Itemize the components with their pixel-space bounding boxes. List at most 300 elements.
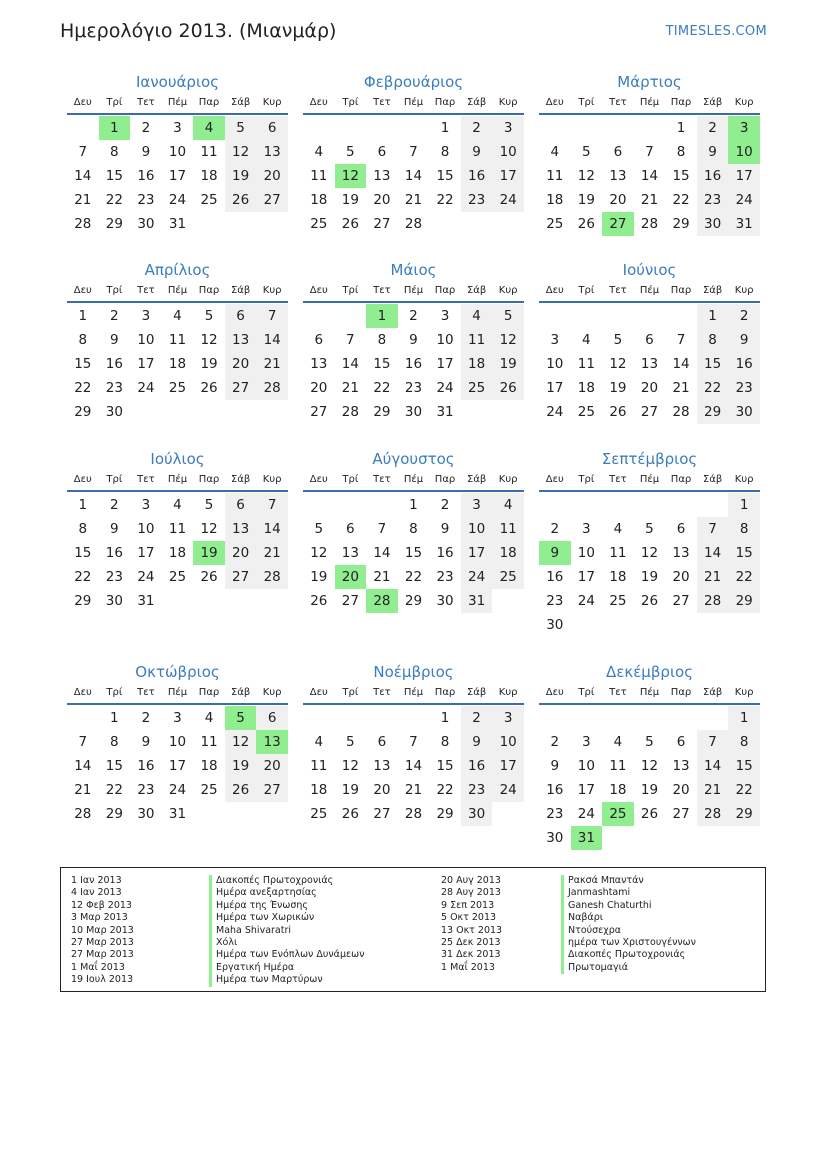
day-cell[interactable]: 21 [256,352,288,376]
day-cell[interactable]: 19 [577,192,595,208]
day-cell[interactable]: 8 [377,332,387,348]
day-cell[interactable]: 27 [602,212,634,236]
day-cell[interactable]: 12 [225,730,257,754]
day-cell[interactable]: 13 [672,545,690,561]
day-cell[interactable]: 12 [310,545,328,561]
day-cell[interactable]: 4 [461,304,493,328]
day-cell[interactable]: 18 [200,758,218,774]
day-cell[interactable]: 25 [200,782,218,798]
day-cell[interactable]: 20 [672,782,690,798]
day-cell[interactable]: 27 [225,376,257,400]
day-cell[interactable]: 15 [105,168,123,184]
day-cell[interactable]: 9 [728,328,760,352]
day-cell[interactable]: 19 [200,356,218,372]
day-cell[interactable]: 23 [436,569,454,585]
day-cell[interactable]: 14 [256,328,288,352]
day-cell[interactable]: 10 [577,545,595,561]
day-cell[interactable]: 11 [200,144,218,160]
day-cell[interactable]: 16 [137,758,155,774]
day-cell[interactable]: 11 [310,758,328,774]
day-cell[interactable]: 29 [404,593,423,609]
day-cell[interactable]: 8 [676,144,686,160]
day-cell[interactable]: 11 [577,356,595,372]
day-cell[interactable]: 26 [341,806,359,822]
day-cell[interactable]: 4 [314,144,324,160]
day-cell[interactable]: 26 [492,376,524,400]
day-cell[interactable]: 4 [204,710,214,726]
day-cell[interactable]: 20 [225,541,257,565]
day-cell[interactable]: 14 [672,356,690,372]
day-cell[interactable]: 4 [613,734,623,750]
day-cell[interactable]: 28 [256,565,288,589]
day-cell[interactable]: 22 [672,192,690,208]
day-cell[interactable]: 9 [461,730,493,754]
day-cell[interactable]: 15 [74,545,92,561]
day-cell[interactable]: 2 [728,304,760,328]
day-cell[interactable]: 23 [404,380,423,396]
day-cell[interactable]: 20 [609,192,627,208]
day-cell[interactable]: 22 [74,569,92,585]
day-cell[interactable]: 8 [110,144,119,160]
day-cell[interactable]: 19 [225,164,257,188]
day-cell[interactable]: 8 [728,730,760,754]
day-cell[interactable]: 16 [105,356,123,372]
day-cell[interactable]: 31 [571,826,603,850]
day-cell[interactable]: 18 [492,541,524,565]
day-cell[interactable]: 16 [546,782,564,798]
day-cell[interactable]: 17 [492,164,524,188]
day-cell[interactable]: 18 [609,782,627,798]
day-cell[interactable]: 13 [341,545,359,561]
day-cell[interactable]: 3 [173,120,182,136]
day-cell[interactable]: 28 [404,806,423,822]
day-cell[interactable]: 24 [137,569,155,585]
day-cell[interactable]: 7 [697,730,729,754]
day-cell[interactable]: 1 [440,120,450,136]
day-cell[interactable]: 26 [640,593,659,609]
day-cell[interactable]: 12 [225,140,257,164]
day-cell[interactable]: 5 [645,521,654,537]
day-cell[interactable]: 8 [728,517,760,541]
day-cell[interactable]: 10 [137,521,155,537]
day-cell[interactable]: 20 [335,565,367,589]
day-cell[interactable]: 20 [373,782,391,798]
day-cell[interactable]: 2 [550,521,560,537]
day-cell[interactable]: 11 [492,517,524,541]
day-cell[interactable]: 11 [609,545,627,561]
day-cell[interactable]: 10 [577,758,595,774]
day-cell[interactable]: 25 [577,404,595,420]
day-cell[interactable]: 2 [440,497,450,513]
day-cell[interactable]: 19 [341,782,359,798]
day-cell[interactable]: 14 [404,758,423,774]
day-cell[interactable]: 5 [225,706,257,730]
day-cell[interactable]: 7 [676,332,686,348]
day-cell[interactable]: 24 [546,404,564,420]
day-cell[interactable]: 14 [373,545,391,561]
day-cell[interactable]: 2 [110,308,119,324]
day-cell[interactable]: 13 [225,328,257,352]
day-cell[interactable]: 29 [697,400,729,424]
day-cell[interactable]: 25 [492,565,524,589]
day-cell[interactable]: 28 [404,216,423,232]
day-cell[interactable]: 23 [546,806,564,822]
day-cell[interactable]: 23 [137,782,155,798]
day-cell[interactable]: 31 [461,589,493,613]
day-cell[interactable]: 20 [672,569,690,585]
day-cell[interactable]: 31 [436,404,454,420]
day-cell[interactable]: 22 [728,565,760,589]
day-cell[interactable]: 13 [672,758,690,774]
day-cell[interactable]: 14 [640,168,659,184]
day-cell[interactable]: 23 [728,376,760,400]
day-cell[interactable]: 12 [640,758,659,774]
day-cell[interactable]: 20 [225,352,257,376]
day-cell[interactable]: 29 [74,593,92,609]
day-cell[interactable]: 1 [409,497,418,513]
day-cell[interactable]: 21 [640,192,659,208]
day-cell[interactable]: 1 [110,710,119,726]
day-cell[interactable]: 24 [728,188,760,212]
day-cell[interactable]: 17 [577,782,595,798]
day-cell[interactable]: 11 [310,168,328,184]
day-cell[interactable]: 22 [373,380,391,396]
day-cell[interactable]: 25 [461,376,493,400]
day-cell[interactable]: 27 [256,778,288,802]
day-cell[interactable]: 20 [640,380,659,396]
day-cell[interactable]: 9 [141,144,151,160]
day-cell[interactable]: 29 [728,802,760,826]
day-cell[interactable]: 28 [366,589,398,613]
day-cell[interactable]: 17 [546,380,564,396]
day-cell[interactable]: 28 [697,802,729,826]
day-cell[interactable]: 10 [546,356,564,372]
day-cell[interactable]: 1 [728,493,760,517]
day-cell[interactable]: 3 [461,493,493,517]
day-cell[interactable]: 30 [546,830,564,846]
day-cell[interactable]: 13 [225,517,257,541]
day-cell[interactable]: 29 [436,806,454,822]
day-cell[interactable]: 1 [728,706,760,730]
day-cell[interactable]: 21 [256,541,288,565]
day-cell[interactable]: 19 [640,569,659,585]
day-cell[interactable]: 21 [672,380,690,396]
day-cell[interactable]: 26 [640,806,659,822]
day-cell[interactable]: 25 [168,569,187,585]
day-cell[interactable]: 19 [193,541,225,565]
day-cell[interactable]: 15 [728,754,760,778]
day-cell[interactable]: 4 [314,734,324,750]
day-cell[interactable]: 30 [105,593,123,609]
day-cell[interactable]: 3 [141,308,151,324]
day-cell[interactable]: 4 [492,493,524,517]
day-cell[interactable]: 30 [137,806,155,822]
day-cell[interactable]: 5 [492,304,524,328]
day-cell[interactable]: 10 [436,332,454,348]
day-cell[interactable]: 7 [409,144,418,160]
day-cell[interactable]: 10 [137,332,155,348]
day-cell[interactable]: 7 [377,521,387,537]
day-cell[interactable]: 14 [404,168,423,184]
day-cell[interactable]: 22 [404,569,423,585]
day-cell[interactable]: 7 [256,304,288,328]
day-cell[interactable]: 23 [461,188,493,212]
day-cell[interactable]: 6 [613,144,623,160]
day-cell[interactable]: 8 [110,734,119,750]
day-cell[interactable]: 15 [74,356,92,372]
day-cell[interactable]: 19 [609,380,627,396]
day-cell[interactable]: 12 [335,164,367,188]
day-cell[interactable]: 27 [225,565,257,589]
day-cell[interactable]: 16 [697,164,729,188]
day-cell[interactable]: 10 [461,517,493,541]
day-cell[interactable]: 7 [697,517,729,541]
day-cell[interactable]: 14 [74,168,92,184]
day-cell[interactable]: 14 [74,758,92,774]
day-cell[interactable]: 6 [346,521,355,537]
day-cell[interactable]: 21 [697,778,729,802]
day-cell[interactable]: 9 [539,541,571,565]
day-cell[interactable]: 6 [225,304,257,328]
day-cell[interactable]: 26 [310,593,328,609]
day-cell[interactable]: 27 [672,593,690,609]
day-cell[interactable]: 13 [373,168,391,184]
day-cell[interactable]: 9 [141,734,151,750]
day-cell[interactable]: 17 [168,758,187,774]
day-cell[interactable]: 19 [310,569,328,585]
day-cell[interactable]: 3 [440,308,450,324]
day-cell[interactable]: 5 [346,144,355,160]
day-cell[interactable]: 4 [193,116,225,140]
day-cell[interactable]: 9 [697,140,729,164]
day-cell[interactable]: 30 [105,404,123,420]
day-cell[interactable]: 22 [697,376,729,400]
day-cell[interactable]: 21 [697,565,729,589]
day-cell[interactable]: 18 [577,380,595,396]
day-cell[interactable]: 9 [461,140,493,164]
day-cell[interactable]: 30 [137,216,155,232]
day-cell[interactable]: 28 [341,404,359,420]
day-cell[interactable]: 6 [225,493,257,517]
day-cell[interactable]: 13 [640,356,659,372]
day-cell[interactable]: 2 [697,116,729,140]
day-cell[interactable]: 25 [602,802,634,826]
day-cell[interactable]: 29 [373,404,391,420]
day-cell[interactable]: 18 [461,352,493,376]
day-cell[interactable]: 24 [461,565,493,589]
day-cell[interactable]: 11 [168,521,187,537]
day-cell[interactable]: 29 [105,216,123,232]
day-cell[interactable]: 24 [137,380,155,396]
day-cell[interactable]: 28 [74,216,92,232]
day-cell[interactable]: 3 [141,497,151,513]
day-cell[interactable]: 17 [492,754,524,778]
day-cell[interactable]: 5 [204,308,214,324]
day-cell[interactable]: 20 [256,754,288,778]
day-cell[interactable]: 20 [373,192,391,208]
day-cell[interactable]: 19 [640,782,659,798]
day-cell[interactable]: 26 [200,380,218,396]
day-cell[interactable]: 17 [436,356,454,372]
day-cell[interactable]: 3 [582,734,591,750]
day-cell[interactable]: 31 [728,212,760,236]
day-cell[interactable]: 3 [728,116,760,140]
day-cell[interactable]: 12 [200,521,218,537]
day-cell[interactable]: 14 [697,541,729,565]
day-cell[interactable]: 26 [609,404,627,420]
day-cell[interactable]: 16 [546,569,564,585]
day-cell[interactable]: 7 [78,144,88,160]
day-cell[interactable]: 16 [728,352,760,376]
day-cell[interactable]: 17 [577,569,595,585]
day-cell[interactable]: 31 [137,593,155,609]
day-cell[interactable]: 19 [341,192,359,208]
day-cell[interactable]: 19 [225,754,257,778]
day-cell[interactable]: 28 [697,589,729,613]
day-cell[interactable]: 13 [310,356,328,372]
day-cell[interactable]: 24 [168,192,187,208]
day-cell[interactable]: 2 [550,734,560,750]
day-cell[interactable]: 11 [546,168,564,184]
day-cell[interactable]: 16 [461,754,493,778]
day-cell[interactable]: 28 [256,376,288,400]
day-cell[interactable]: 6 [377,734,387,750]
day-cell[interactable]: 27 [672,806,690,822]
day-cell[interactable]: 5 [346,734,355,750]
day-cell[interactable]: 26 [225,188,257,212]
day-cell[interactable]: 29 [672,216,690,232]
day-cell[interactable]: 13 [256,140,288,164]
day-cell[interactable]: 22 [105,192,123,208]
day-cell[interactable]: 21 [74,192,92,208]
day-cell[interactable]: 30 [436,593,454,609]
day-cell[interactable]: 6 [676,734,686,750]
day-cell[interactable]: 2 [461,116,493,140]
day-cell[interactable]: 15 [697,352,729,376]
day-cell[interactable]: 6 [256,116,288,140]
day-cell[interactable]: 22 [74,380,92,396]
day-cell[interactable]: 22 [105,782,123,798]
day-cell[interactable]: 24 [577,593,595,609]
day-cell[interactable]: 15 [672,168,690,184]
day-cell[interactable]: 7 [78,734,88,750]
day-cell[interactable]: 27 [373,216,391,232]
day-cell[interactable]: 24 [436,380,454,396]
day-cell[interactable]: 5 [613,332,623,348]
day-cell[interactable]: 6 [314,332,324,348]
day-cell[interactable]: 19 [492,352,524,376]
day-cell[interactable]: 15 [105,758,123,774]
day-cell[interactable]: 20 [310,380,328,396]
day-cell[interactable]: 10 [728,140,760,164]
day-cell[interactable]: 10 [492,140,524,164]
day-cell[interactable]: 7 [645,144,654,160]
day-cell[interactable]: 26 [577,216,595,232]
day-cell[interactable]: 8 [440,734,450,750]
day-cell[interactable]: 18 [200,168,218,184]
day-cell[interactable]: 2 [110,497,119,513]
day-cell[interactable]: 28 [74,806,92,822]
day-cell[interactable]: 14 [341,356,359,372]
day-cell[interactable]: 16 [461,164,493,188]
day-cell[interactable]: 27 [341,593,359,609]
day-cell[interactable]: 9 [409,332,418,348]
day-cell[interactable]: 6 [256,706,288,730]
day-cell[interactable]: 17 [137,356,155,372]
day-cell[interactable]: 3 [173,710,182,726]
day-cell[interactable]: 15 [728,541,760,565]
day-cell[interactable]: 18 [168,356,187,372]
day-cell[interactable]: 17 [137,545,155,561]
day-cell[interactable]: 13 [609,168,627,184]
day-cell[interactable]: 27 [640,404,659,420]
day-cell[interactable]: 25 [200,192,218,208]
day-cell[interactable]: 17 [728,164,760,188]
day-cell[interactable]: 29 [74,404,92,420]
day-cell[interactable]: 1 [78,308,88,324]
day-cell[interactable]: 17 [168,168,187,184]
day-cell[interactable]: 25 [609,593,627,609]
day-cell[interactable]: 1 [697,304,729,328]
day-cell[interactable]: 30 [728,400,760,424]
day-cell[interactable]: 15 [436,758,454,774]
day-cell[interactable]: 8 [78,332,88,348]
day-cell[interactable]: 14 [256,517,288,541]
day-cell[interactable]: 9 [550,758,560,774]
day-cell[interactable]: 27 [256,188,288,212]
day-cell[interactable]: 10 [492,730,524,754]
day-cell[interactable]: 1 [440,710,450,726]
day-cell[interactable]: 7 [409,734,418,750]
day-cell[interactable]: 4 [613,521,623,537]
day-cell[interactable]: 16 [404,356,423,372]
day-cell[interactable]: 25 [310,806,328,822]
day-cell[interactable]: 12 [640,545,659,561]
site-link[interactable]: TIMESLES.COM [665,24,767,39]
day-cell[interactable]: 21 [404,192,423,208]
day-cell[interactable]: 10 [168,734,187,750]
day-cell[interactable]: 7 [256,493,288,517]
day-cell[interactable]: 9 [440,521,450,537]
day-cell[interactable]: 30 [697,212,729,236]
day-cell[interactable]: 4 [173,308,182,324]
day-cell[interactable]: 2 [409,308,418,324]
day-cell[interactable]: 26 [225,778,257,802]
day-cell[interactable]: 6 [676,521,686,537]
day-cell[interactable]: 13 [373,758,391,774]
day-cell[interactable]: 14 [697,754,729,778]
day-cell[interactable]: 15 [373,356,391,372]
day-cell[interactable]: 12 [341,758,359,774]
day-cell[interactable]: 7 [346,332,355,348]
day-cell[interactable]: 4 [173,497,182,513]
day-cell[interactable]: 24 [168,782,187,798]
day-cell[interactable]: 8 [440,144,450,160]
day-cell[interactable]: 17 [461,541,493,565]
day-cell[interactable]: 11 [200,734,218,750]
day-cell[interactable]: 2 [141,120,151,136]
day-cell[interactable]: 5 [225,116,257,140]
day-cell[interactable]: 21 [74,782,92,798]
day-cell[interactable]: 24 [577,806,595,822]
day-cell[interactable]: 18 [546,192,564,208]
day-cell[interactable]: 1 [676,120,686,136]
day-cell[interactable]: 16 [137,168,155,184]
day-cell[interactable]: 3 [492,706,524,730]
day-cell[interactable]: 25 [168,380,187,396]
day-cell[interactable]: 21 [341,380,359,396]
day-cell[interactable]: 28 [672,404,690,420]
